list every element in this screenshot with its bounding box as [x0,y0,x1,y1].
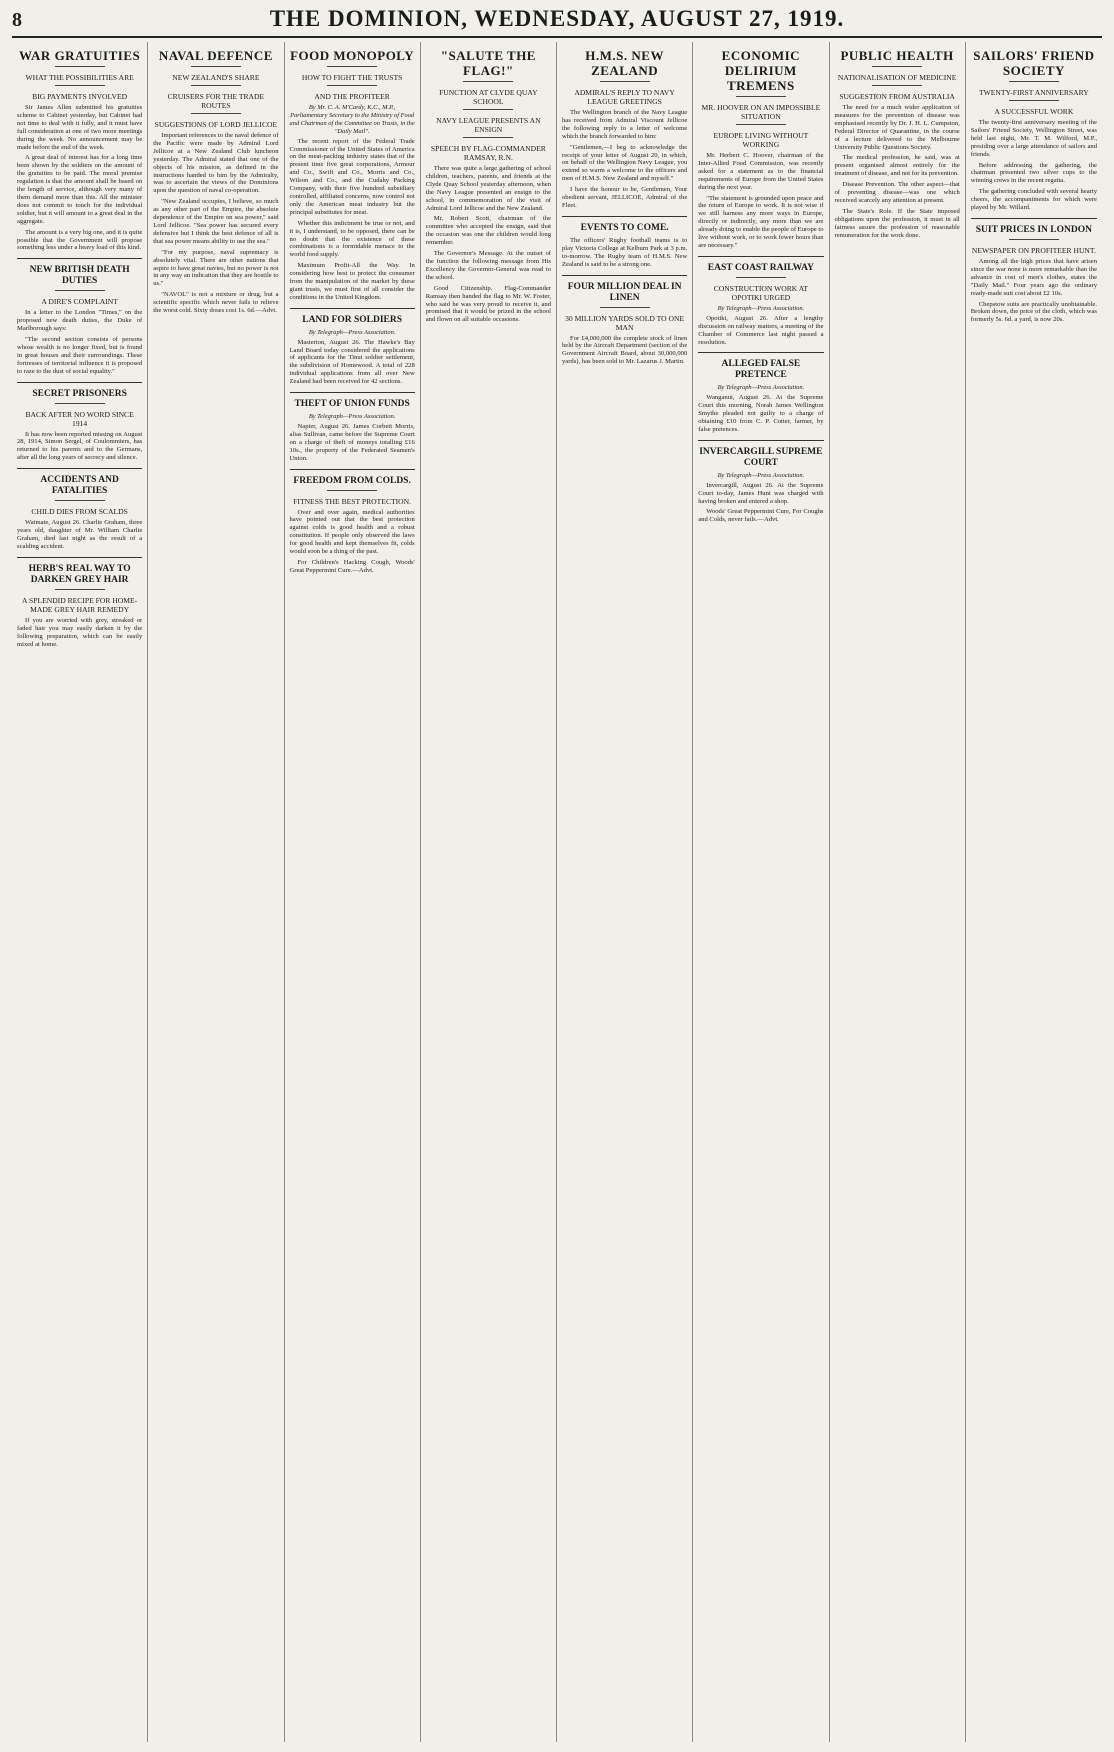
article-subhead: CHILD DIES FROM SCALDS [31,507,128,517]
article-divider [562,216,687,217]
article-divider [698,256,823,257]
article-headline: INVERCARGILL SUPREME COURT [699,446,823,468]
article-headline: H.M.S. NEW ZEALAND [585,48,664,78]
article-subhead: NEW ZEALAND'S SHARE [172,73,260,82]
article-headline: THEFT OF UNION FUNDS [294,399,410,410]
article-divider [698,440,823,441]
column-4 [421,42,557,1742]
article-paragraph: There was quite a large gathering of school children, teachers, parents, and friends at the Clyde Quay School yesterday afternoon, when the Navy League presented an ensign to the school, in commemoration of the visit of Admiral Lord Jellicoe and the New Zealand. [425,165,551,212]
article-paragraph: Opotiki, August 26. After a lengthy discussion on railway matters, a meeting of the Chamber of Commerce last night passed a resolution. [698,314,824,346]
article-divider [971,218,1097,219]
column-8 [966,42,1102,1742]
article-subhead: SUGGESTIONS OF LORD JELLICOE [154,120,278,129]
article-divider [290,469,415,470]
article-subhead: ADMIRAL'S REPLY TO NAVY LEAGUE GREETINGS [574,88,675,106]
article-paragraph: I have the honour to be, Gentlemen, Your obedient servant, JELLICOE, Admiral of the Fleet. [562,186,688,209]
column-2 [148,42,284,1742]
article-paragraph: Disease Prevention. The other aspect—that of preventing disease—was one which received scarcely any attention at present. [834,181,960,204]
article-paragraph: Over and over again, medical authorities have pointed out that the best protection against colds is good health and a robust constitution. If people only observed the laws for good health and kept themselves fit, colds would soon be a thing of the past. [289,508,415,556]
article-headline: NAVAL DEFENCE [158,48,273,63]
article-byline: By Telegraph—Press Association. [308,328,396,336]
newspaper-title: THE DOMINION, WEDNESDAY, AUGUST 27, 1919. [269,6,845,31]
column-3 [285,42,421,1742]
article-headline: HERB'S REAL WAY TO DARKEN GREY HAIR [28,563,131,585]
article-paragraph: Wanganui, August 26. At the Supreme Court this morning, Norah James Wellington Smythe pleaded not guilty to a charge of obtaining £10 from C. P. Cotter, farmer, by false pretences. [698,394,824,433]
subhead-rule [191,66,241,67]
column-1 [12,42,148,1742]
article-headline: ACCIDENTS AND FATALITIES [40,475,119,497]
article-subhead: SUGGESTION FROM AUSTRALIA [839,92,955,101]
article-headline: PUBLIC HEALTH [840,48,954,63]
column-5 [557,42,693,1742]
article-subhead: FUNCTION AT CLYDE QUAY SCHOOL [439,88,538,106]
subhead-rule [191,113,241,114]
article-subhead: NEWSPAPER ON PROFITEER HUNT. [971,245,1096,255]
article-paragraph: Mr. Herbert C. Hoover, chairman of the Inter-Allied Food Commission, was recently asked for a statement as to the financial requirements of Europe from the United States during the next year. [698,152,824,191]
article-paragraph: Sir James Allen submitted his gratuities scheme to Cabinet yesterday, but Cabinet had not time to deal with it fully, and it must have full consideration at one of two more meetings during the week. No announcement may be made before the end of the week. [17,104,143,151]
article-paragraph: The amount is a very big one, and it is quite possible that the Government will propose something less under a heavy load of this kind. [17,228,143,252]
article-divider [17,468,142,469]
article-paragraph: For £4,000,000 the complete stock of linen held by the Aircraft Department (section of the Government Aircraft Board, about 30,000,000 yards), has been sold to Mr. Lazarus J. Martin. [562,334,688,366]
article-paragraph: Before addressing the gathering, the chairman presented two silver cups to the winning crews in the recent regatta. [970,161,1097,185]
subhead-rule [463,137,513,138]
subhead-rule [600,81,650,82]
article-divider [290,392,415,393]
article-paragraph: Good Citizenship. Flag-Commander Ramsay then handed the flag to Mr. W. Foster, who said he was very proud to receive it, and promised that it would be prized in the school and flown on all suitable occasions. [425,284,551,324]
subhead-rule [1009,81,1060,82]
subhead-rule [55,85,105,86]
article-paragraph: The Governor's Message. At the outset of the function the following message from His Excellency the Governor-General was read to the school. [425,250,551,281]
article-subhead: A SPLENDID RECIPE FOR HOME-MADE GREY HAIR REMEDY [22,595,138,614]
article-paragraph: Chepstow suits are practically unobtainable. Broken down, the price of the cloth, which was formerly 5s. 6d. a yard, is now 20s. [970,300,1097,324]
article-paragraph: "New Zealand occupies, I believe, so much as any other part of the Empire, the absolute dependence of the Empire on sea power," said Lord Jellicoe. "Sea power has secured every defensive but I think the best defence of all is that sea power means ability to use the sea." [153,198,279,245]
article-paragraph: The State's Role. If the State imposed obligations upon the profession, it must in all fairness assure the profession of reasonable remuneration for the work done. [834,207,960,239]
article-byline: By Telegraph—Press Association. [717,384,805,392]
article-subhead: FITNESS THE BEST PROTECTION. [293,496,412,506]
subhead-rule [55,589,105,590]
article-subhead: AND THE PROFITEER [314,92,390,101]
article-headline: ECONOMIC DELIRIUM TREMENS [721,48,801,93]
subhead-rule [55,66,105,67]
subhead-rule [327,66,377,67]
article-headline: EVENTS TO COME. [580,222,669,233]
article-headline: "SALUTE THE FLAG!" [440,48,536,78]
article-headline: SECRET PRISONERS [32,388,127,399]
article-subhead: SPEECH BY FLAG-COMMANDER RAMSAY, R.N. [430,144,546,162]
article-paragraph: If you are worried with grey, streaked or faded hair you may easily darken it by the following preparation, which can be easily mixed at home. [17,616,143,648]
article-subhead: 30 MILLION YARDS SOLD TO ONE MAN [565,313,685,332]
article-divider [17,382,142,383]
article-paragraph: The officers' Rugby football teams is to play Victoria College at Kelburn Park at 3 p.m. to-morrow. The Rugby team of H.M.S. New Zealand is said to be a strong one. [562,236,688,268]
article-subhead: BIG PAYMENTS INVOLVED [32,92,128,101]
article-paragraph: The twenty-first anniversary meeting of the Sailors' Friend Society, Wellington Street, was held last night, Mr. T. M. Wilford, M.P., presiding over a large attendance of sailors and friends. [970,119,1097,158]
subhead-rule [327,85,377,86]
article-divider [698,352,823,353]
article-paragraph: Maximum Profit-All the Way. In considering how best to protect the consumer from the manipulation of the market by these giant trusts, we must first of all consider the conditions in the United Kingdom. [289,262,415,301]
column-7 [830,42,966,1742]
article-paragraph: Among all the high prices that have arisen since the war none is more remarkable than the advance in cost of men's clothes, states the "Daily Mail." Four years ago the ordinary ready-made suit cost about £2 10s. [970,257,1097,297]
article-paragraph: "The statement is grounded upon peace and the return of Europe to work. It is not wise if we still harness any more ways in Europe, directly or indirectly, any more than we are already doing to enable the people of Europe to live without work, or to work fewer hours than are necessary." [698,194,824,249]
article-subhead: WHAT THE POSSIBILITIES ARE [25,73,134,82]
article-paragraph: The medical profession, he said, was at present organised almost entirely for the treatment of disease, and not for its prevention. [834,154,960,178]
article-subhead: TWENTY-FIRST ANNIVERSARY [978,88,1089,97]
subhead-rule [736,124,786,125]
column-6 [693,42,829,1742]
article-subhead: HOW TO FIGHT THE TRUSTS [301,73,403,82]
article-paragraph: Napier, August 26. James Corbett Morris, alias Sullivan, came before the Supreme Court on a charge of theft of moneys totalling £16 10s., the property of the Federated Seamen's Union. [289,423,415,462]
subhead-rule [1009,100,1060,101]
article-headline: ALLEGED FALSE PRETENCE [721,359,801,381]
subhead-rule [55,290,105,291]
article-subhead: CONSTRUCTION WORK AT OPOTIKI URGED [713,283,809,302]
article-subhead: A DIRE'S COMPLAINT [41,297,118,307]
article-paragraph: It has now been reported missing on August 28, 1914, Simon Sergel, of Coulommiers, has returned to his parents and to the Germans, after all the long years of secrecy and silence. [17,430,143,462]
subhead-rule [327,490,377,491]
article-paragraph: "For my purpose, naval supremacy is absolutely vital. There are other nations that aspire to have great navies, but no power is not in any way an indication that they are hostile to us." [153,248,279,288]
article-byline: By Mr. C. A. M'Cardy, K.C., M.P., Parliamentary Secretary to the Ministry of Food and Chairman of the Committee on Trusts, in the "Daily Mail". [289,104,415,135]
article-subhead: NATIONALISATION OF MEDICINE [837,73,957,82]
article-headline: NEW BRITISH DEATH DUTIES [29,265,130,287]
subhead-rule [463,81,513,82]
article-paragraph: The recent report of the Federal Trade Commissioner of the United States of America on the meat-packing industry states that of the present time five great corporations, Armour and Co., Swift and Co., Morris and Co., Wilson and Co., and the Cudahy Packing Company, with their five hundred subsidiary controlled, affiliated concerns, now control not only the American meat industry but the principal substitutes for meat. [289,137,415,216]
subhead-rule [736,277,786,278]
article-divider [290,308,415,309]
article-subhead: EUROPE LIVING WITHOUT WORKING [713,131,809,149]
subhead-rule [1009,239,1060,240]
article-headline: WAR GRATUITIES [18,48,141,63]
article-paragraph: Waimate, August 26. Charlie Graham, three years old, daughter of Mr. William Charlie Graham, died last night as the result of a scalding accident. [17,519,143,550]
article-headline: SAILORS' FRIEND SOCIETY [973,48,1095,78]
subhead-rule [55,403,105,404]
article-headline: SUIT PRICES IN LONDON [975,224,1092,235]
article-paragraph: The Wellington branch of the Navy League has received from Admiral Viscount Jellicoe the following reply to a letter of welcome which the branch forwarded to him: [562,109,688,140]
subhead-rule [872,66,922,67]
article-paragraph: Masterton, August 26. The Hawke's Bay Land Board today considered the applications of applicants for the Tinui soldier settlement, the subdivision of Homewood. A total of 228 individual applications from all over New Zealand had been received for 42 sections. [289,338,415,386]
subhead-rule [191,85,241,86]
article-byline: By Telegraph—Press Association. [717,304,805,312]
article-headline: FREEDOM FROM COLDS. [293,475,411,486]
article-paragraph: Invercargill, August 26. At the Supreme Court to-day, James Hunt was charged with having broken and entered a shop. [698,481,824,505]
article-paragraph: In a letter to the London "Times," on the proposed new death duties, the Duke of Marlborough says: [17,309,143,333]
columns-container [12,42,1102,1742]
article-headline: LAND FOR SOLDIERS [302,314,403,325]
article-byline: By Telegraph—Press Association. [717,471,805,479]
article-subhead: NAVY LEAGUE PRESENTS AN ENSIGN [436,116,541,134]
article-paragraph: "Gentlemen,—I beg to acknowledge the receipt of your letter of August 20, in which, on behalf of the Wellington Navy League, you extend so warm a welcome to the officers and men of H.M.S. New Zealand and myself." [562,143,688,183]
article-paragraph: A great deal of interest has for a long time been shown by the soldiers on the amount of the gratuities to be paid. The moral premise regulation is that the amount shall be based on the length of service, although very many of them demand more than this. All the minister does not commit to touch for the individual soldier, but it will amount to a great deal in the aggregate. [17,154,143,225]
masthead [12,6,1102,38]
article-divider [562,275,687,276]
article-subhead: BACK AFTER NO WORD SINCE 1914 [25,409,134,428]
article-paragraph: Important references to the naval defence of the Pacific were made by Admiral Lord Jellicoe at a New Zealand Club luncheon yesterday. The Admiral stated that one of the objects of his mission, as defined in the instructions handed to him by the Admiralty, was to ascertain the views of the Dominions upon the question of naval co-operation. [153,132,279,195]
article-subhead: A SUCCESSFUL WORK [994,107,1074,116]
article-headline: FOUR MILLION DEAL IN LINEN [567,281,682,303]
article-paragraph: The need for a much wider application of measures for the prevention of disease was emphasised recently by Dr. J. H. L. Cumpston, Federal Director of Quarantine, in the course of a lecture delivered to the Melbourne University Public Questions Society. [834,104,960,151]
subhead-rule [463,109,513,110]
article-headline: FOOD MONOPOLY [290,48,415,63]
subhead-rule [872,85,922,86]
article-paragraph: "NAVOL" is not a mixture or drug, but a scientific specific which never fails to relieve the worst cold. Sixty doses cost 1s. 6d.—Advt. [153,291,279,315]
subhead-rule [55,500,105,501]
article-subhead: MR. HOOVER ON AN IMPOSSIBLE SITUATION [701,103,821,121]
article-paragraph: Whether this indictment be true or not, and it is, I understand, to be opposed, there can be no doubt that the existence of these combinations is a formidable menace to the world food supply. [289,219,415,259]
article-divider [17,557,142,558]
article-paragraph: Mr. Robert Scott, chairman of the committee who accepted the ensign, said that the occasion was one the children would long remember. [425,215,551,247]
page-number: 8 [12,9,22,31]
article-paragraph: Woods' Great Peppermint Cure, For Coughs and Colds, never fails.—Advt. [698,508,824,524]
article-divider [17,258,142,259]
article-paragraph: "The second section consists of persons whose wealth is no longer fixed, but is found in great houses and their surroundings. These fortresses of territorial influence it is proposed to raze to the dust of social equality." [17,336,143,375]
article-headline: EAST COAST RAILWAY [707,262,814,273]
subhead-rule [600,307,650,308]
article-paragraph: For Children's Hacking Cough, Woods' Great Peppermint Cure.—Advt. [289,558,415,574]
subhead-rule [736,96,786,97]
article-subhead: CRUISERS FOR THE TRADE ROUTES [167,92,265,110]
article-paragraph: The gathering concluded with several hearty cheers, the accompaniments for which were played by Mr. Willard. [970,188,1097,212]
article-byline: By Telegraph—Press Association. [308,413,396,421]
